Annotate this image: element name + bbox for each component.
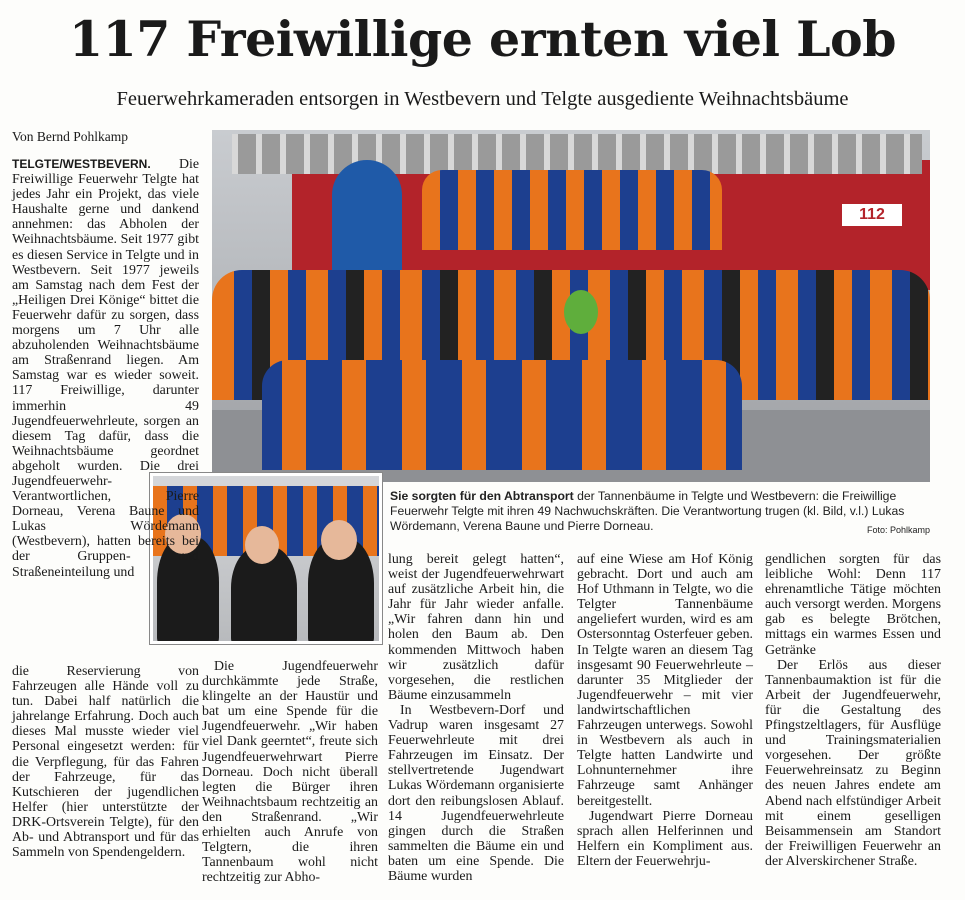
- column-1-lower: [12, 664, 199, 860]
- photo-credit: Foto: Pohlkamp: [866, 525, 930, 535]
- photo-caption: [390, 489, 930, 538]
- inset-head-3: [321, 520, 357, 560]
- col1-paragraph-1: [12, 157, 199, 580]
- truck-number: 112: [842, 204, 902, 226]
- crowd-front-row: [262, 360, 742, 470]
- col5-paragraph-1: gendlichen sorgten für das leibliche Wohl: Denn 117 ehrenamtliche Tätige möchten auch versorgt werden. Morgens gab es belegte Brötchen, mittags ein warmes Essen und Getränke: [765, 552, 941, 658]
- col2-paragraph-1: Die Jugendfeuerwehr durchkämmte jede Straße, klingelte an der Haustür und bat um eine Spende für die Jugendfeuerwehr. „Wir haben viel Dank geerntet“, freute sich Jugendfeuerwehrwart Pierre Dorneau. Doch nicht überall legten die Bürger ihren Weihnachtsbaum rechtzeitig an den Straßenrand. „Wir erhielten auch Anrufe von Telgtern, die ihren Tannenbaum wohl nicht rechtzeitig zur Abho-: [202, 659, 378, 886]
- col1-text-1: Die Freiwillige Feuerwehr Telgte hat jedes Jahr ein Projekt, das viele Haushalte gerne und dankend annehmen: das Abholen der Weihnachtsbäume. Seit 1977 gibt es diesen Service in Telgte und in Westbevern. Seit 1977 jeweils am Samstag nach dem Fest der „Heiligen Drei Könige“ bittet die Feuerwehr dafür zu sorgen, dass morgens um 7 Uhr alle abzuholenden Weihnachtsbäume am Straßenrand liegen. Am Samstag war es wieder soweit. 117 Freiwillige, darunter immerhin 49 Jugendfeuerwehrleute, sorgen an diesem Tag dafür, dass die Weihnachtsbäume geordnet abgeholt wurden. Die drei Jugendfeuerwehr-Verantwortlichen, Pierre Dorneau, Verena Baune und Lukas Wördemann (Westbevern), hatten bereits bei der Gruppen- und Straßeneinteilung und: [12, 157, 199, 580]
- col3-paragraph-1: lung bereit gelegt hatten“, weist der Jugendfeuerwehrwart auf zusätzliche Arbeit hin, die Jahr für Jahr wieder anfalle. „Wir fahren dann hin und holen den Baum ab. Den kommenden Mittwoch haben wir zusätzlich dafür vorgesehen, die restlichen Bäume einzusammeln: [388, 552, 564, 703]
- col5-paragraph-2: Der Erlös aus dieser Tannenbaumaktion ist für die Arbeit der Jugendfeuerwehr, für die Gestaltung des Pfingstzeltlagers, für Ausflüge und Trainingsmaterialien vorgesehen. Der größte Feuerwehreinsatz zu Beginn des neuen Jahres endete am Abend nach elfstündiger Arbeit mit einem geselligen Beisammensein am Standort der Freiwilligen Feuerwehr an der Alverskirchener Straße.: [765, 657, 941, 869]
- col4-paragraph-1: auf eine Wiese am Hof König gebracht. Dort und auch am Hof Uthmann in Telgte, wo die Telgter Tannenbäume angeliefert wurden, wird es am Ostersonntag Osterfeuer geben. In Telgte waren an diesem Tag insgesamt 90 Feuerwehrleute – darunter 35 Mitglieder der Jugendfeuerwehr – mit vier landwirtschaftlichen Fahrzeugen unterwegs. Sowohl in Westbevern als auch in Telgte hatten Landwirte und Lohnunternehmer ihre Fahrzeuge samt Anhänger bereitgestellt.: [577, 552, 753, 809]
- column-1: [12, 157, 199, 580]
- byline: Von Bernd Pohlkamp: [12, 129, 129, 144]
- caption-bold: Sie sorgten für den Abtransport: [390, 489, 574, 503]
- teddy-mascot: [564, 290, 598, 334]
- col4-paragraph-2: Jugendwart Pierre Dorneau sprach allen Helferinnen und Helfern ein Kompliment aus. Eltern der Feuerwehrju-: [577, 808, 753, 869]
- column-4: [577, 552, 753, 869]
- subheadline: Feuerwehrkameraden entsorgen in Westbevern und Telgte ausgediente Weihnachtsbäume: [116, 88, 849, 110]
- col3-paragraph-2: In Westbevern-Dorf und Vadrup waren insgesamt 27 Feuerwehrleute mit drei Fahrzeugen im Einsatz. Der stellvertretende Jugendwart Lukas Wördemann organisierte dort den reibungslosen Ablauf. 14 Jugendfeuerwehrleute gingen durch die Straßen sammelten die Bäume ein und baten um eine Spende. Die Bäume wurden: [388, 702, 564, 884]
- column-2: [202, 659, 378, 885]
- crowd-back-row: [422, 170, 722, 250]
- column-5: [765, 552, 941, 869]
- truck-ladder: [232, 134, 922, 174]
- column-3: [388, 552, 564, 884]
- col1-paragraph-2: die Reservierung von Fahrzeugen alle Hände voll zu tun. Dabei half natürlich die jahrelange Erfahrung. Doch auch dieses Mal musste wieder viel Personal eingesetzt werden: für die Verpflegung, für das Fahren der Fahrzeuge, für das Kutschieren der jugendlichen Helfer (hier unterstützte der DRK-Ortsverein Telgte), für den Ab- und Abtransport und für das Sammeln von Spendengeldern.: [12, 664, 199, 861]
- caption-text: der Tannenbäume in Telgte und Westbevern: die Freiwillige Feuerwehr Telgte mit ihren 49 Nachwuchskräften. Die Verantwortung trugen (kl. Bild, v.l.) Lukas Wördemann, Verena Baune und Pierre Dorneau.: [390, 489, 905, 533]
- dateline: TELGTE/WESTBEVERN.: [12, 157, 151, 171]
- inset-head-2: [245, 526, 279, 564]
- headline: 117 Freiwillige ernten viel Lob: [69, 10, 896, 68]
- main-photo: [212, 130, 930, 482]
